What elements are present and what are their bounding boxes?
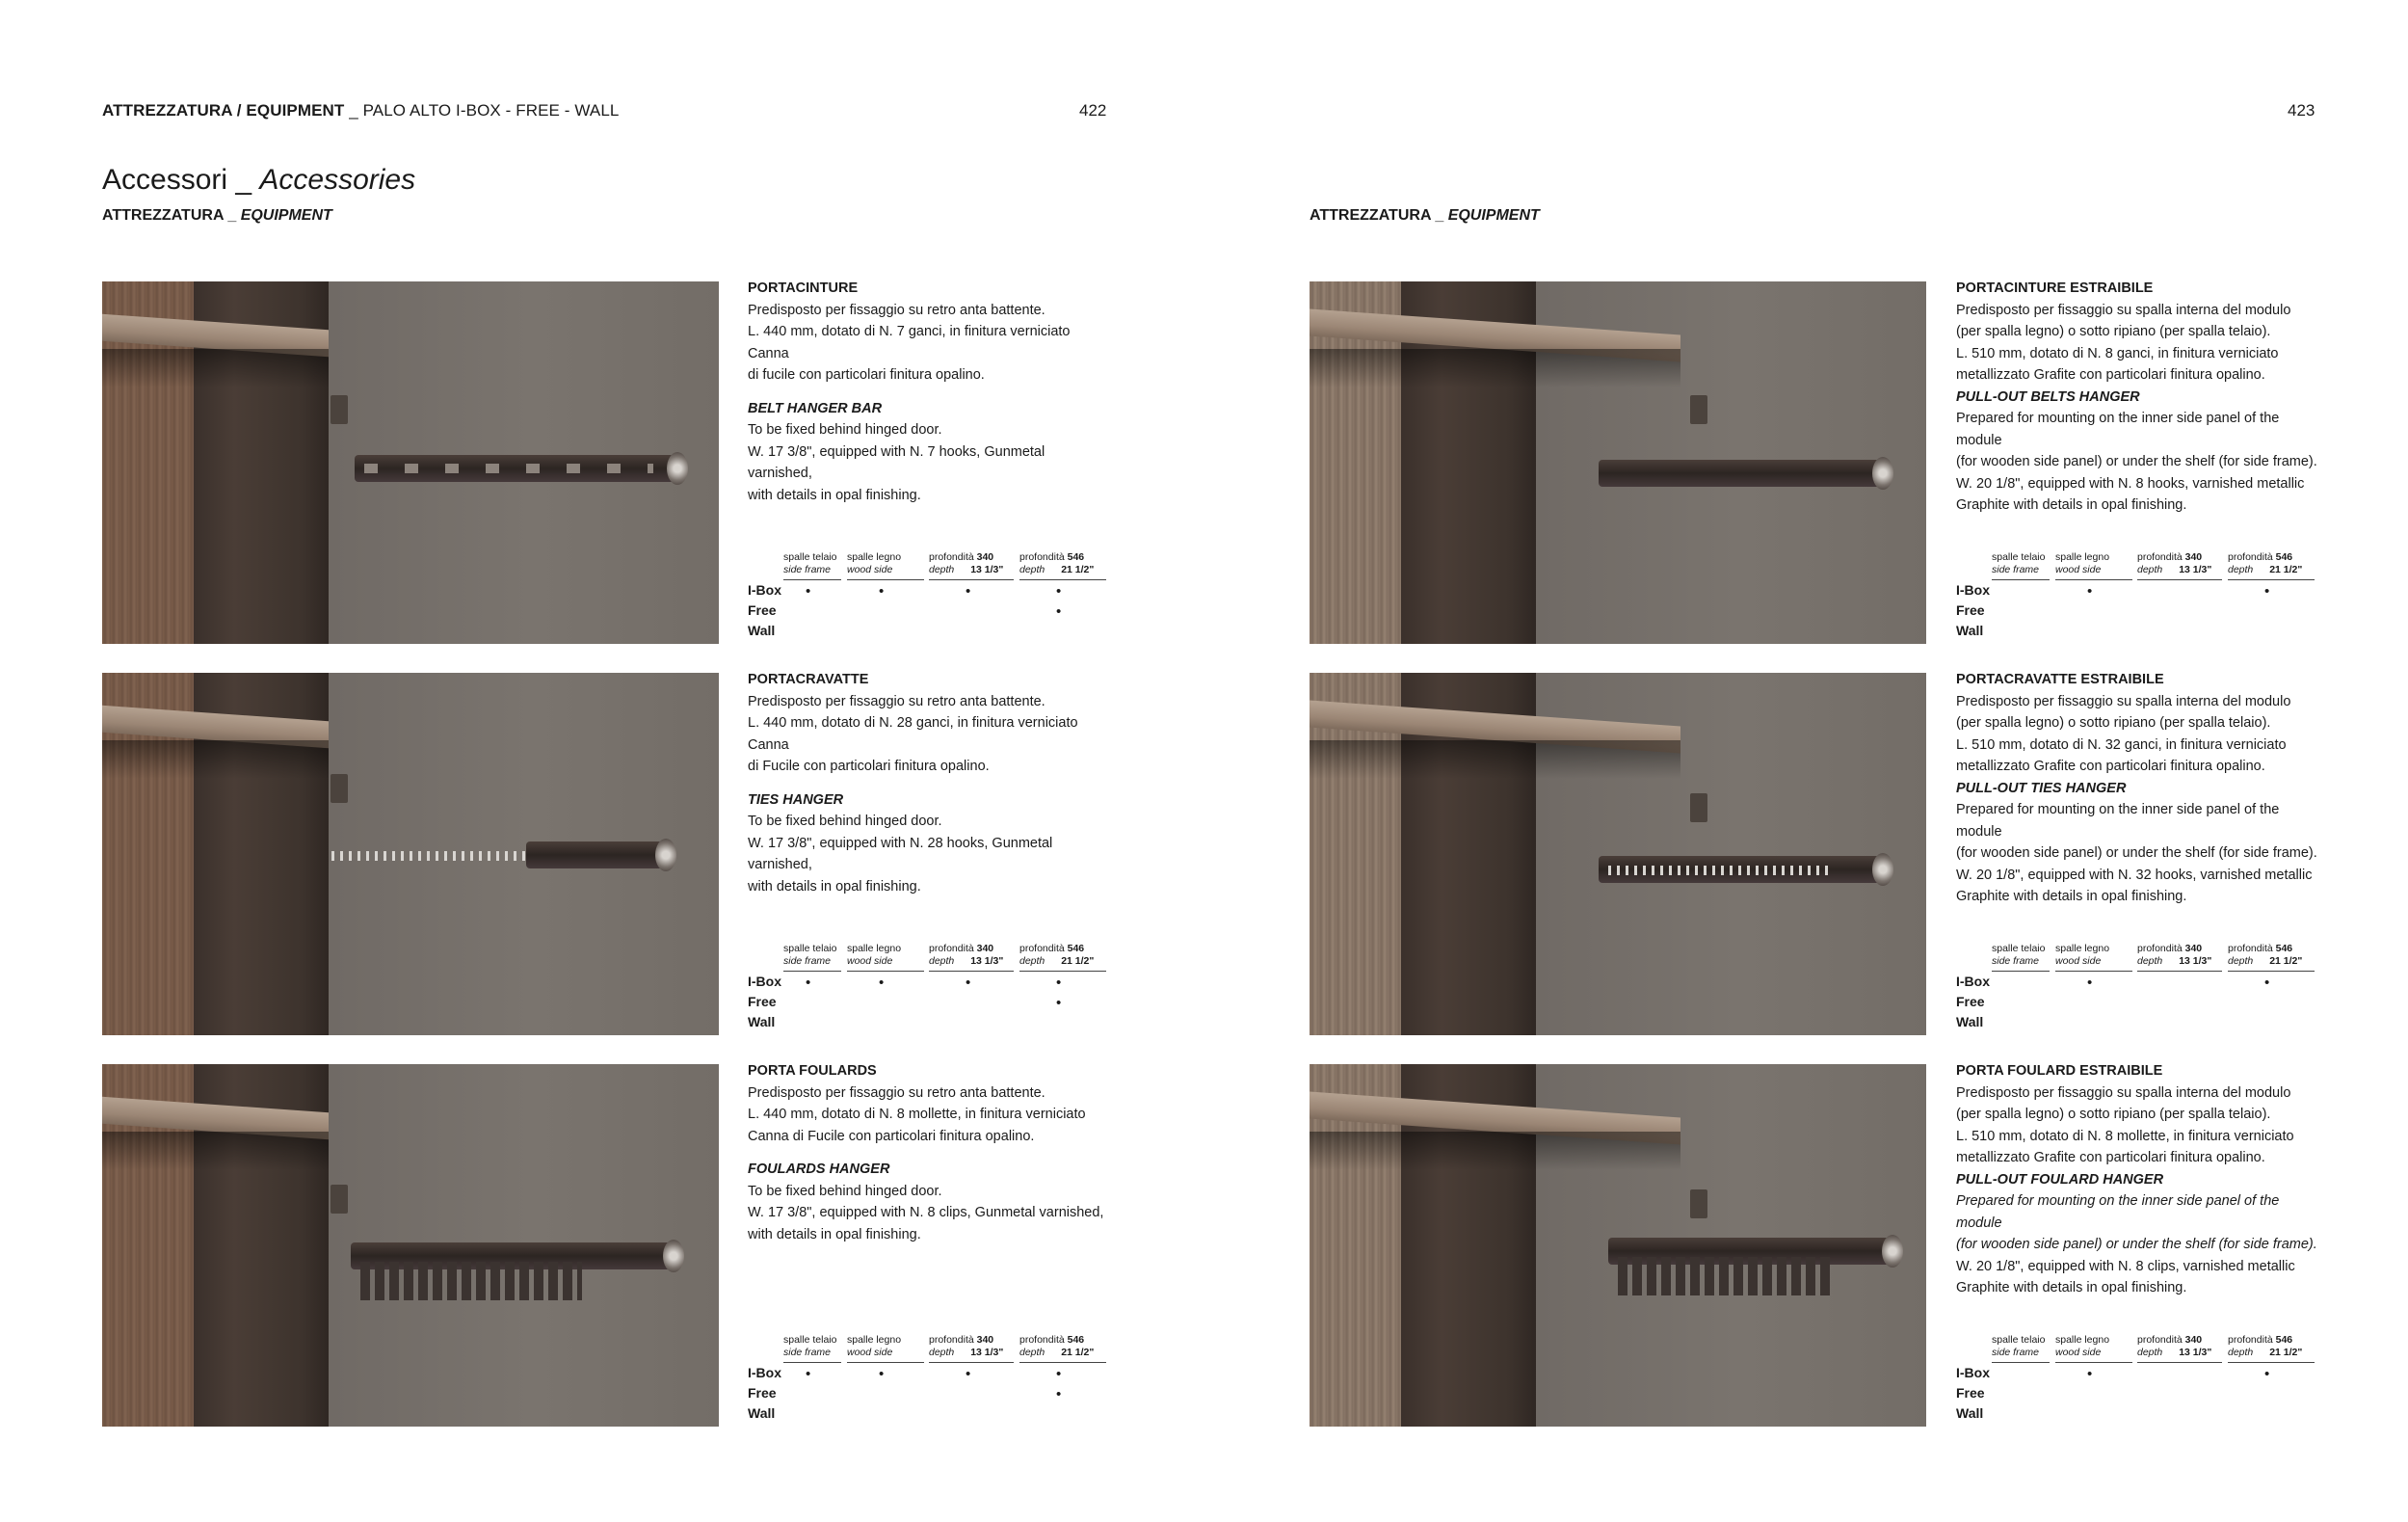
section-subtitle-right xyxy=(1310,207,1540,225)
row-label: Free xyxy=(748,1385,777,1401)
spec-table xyxy=(1956,551,2322,643)
col-side-frame: spalle telaio side frame xyxy=(783,551,837,575)
header-section: ATTREZZATURA / EQUIPMENT xyxy=(102,101,345,120)
col-side-frame: spalle telaio side frame xyxy=(783,1334,837,1358)
desc-line: To be fixed behind hinged door. xyxy=(748,422,942,438)
row-label: Wall xyxy=(1956,1405,1984,1421)
desc-line: (for wooden side panel) or under the shelf (for side frame). xyxy=(1956,845,2317,861)
desc-line: Prepared for mounting on the inner side panel of the module xyxy=(1956,802,2280,840)
product-description xyxy=(748,1060,1104,1245)
product-description xyxy=(748,669,1104,897)
desc-line: Canna di Fucile con particolari finitura opalino. xyxy=(748,1128,1035,1144)
spec-table xyxy=(748,943,1114,1034)
desc-line: Graphite with details in opal finishing. xyxy=(1956,889,2187,904)
availability-dot: • xyxy=(879,975,885,991)
desc-line: di Fucile con particolari finitura opalino. xyxy=(748,759,990,774)
product-title-en: PULL-OUT BELTS HANGER xyxy=(1956,388,2140,405)
col-depth-340: profondità 340 depth 13 1/3" xyxy=(2137,551,2212,575)
col-depth-546: profondità 546 depth 21 1/2" xyxy=(2228,551,2303,575)
desc-line: L. 440 mm, dotato di N. 28 ganci, in finitura verniciato Canna xyxy=(748,715,1078,753)
product-title-en: FOULARDS HANGER xyxy=(748,1162,890,1177)
availability-dot: • xyxy=(1056,583,1062,600)
desc-line: metallizzato Grafite con particolari finitura opalino. xyxy=(1956,759,2265,774)
row-label: I-Box xyxy=(1956,582,1990,598)
availability-dot: • xyxy=(806,975,811,991)
title-main: Accessori _ xyxy=(102,164,260,196)
availability-dot: • xyxy=(2264,975,2270,991)
desc-line: metallizzato Grafite con particolari finitura opalino. xyxy=(1956,1150,2265,1165)
product-photo-belt-hanger xyxy=(102,281,719,644)
desc-line: Predisposto per fissaggio su retro anta battente. xyxy=(748,302,1045,318)
availability-dot: • xyxy=(966,1366,971,1382)
desc-line: W. 17 3/8", equipped with N. 7 hooks, Gunmetal varnished, xyxy=(748,443,1045,481)
availability-dot: • xyxy=(879,583,885,600)
desc-line: with details in opal finishing. xyxy=(748,878,921,895)
availability-dot: • xyxy=(2264,583,2270,600)
row-label: Wall xyxy=(748,1405,776,1421)
col-wood-side: spalle legno wood side xyxy=(847,1334,902,1358)
spec-table xyxy=(1956,943,2322,1034)
availability-dot: • xyxy=(2264,1366,2270,1382)
desc-line: To be fixed behind hinged door. xyxy=(748,814,942,829)
page-number-right: 423 xyxy=(2288,101,2315,120)
col-side-frame: spalle telaio side frame xyxy=(1992,943,2046,967)
row-label: Free xyxy=(748,994,777,1009)
col-side-frame: spalle telaio side frame xyxy=(783,943,837,967)
col-depth-340: profondità 340 depth 13 1/3" xyxy=(929,551,1004,575)
col-depth-546: profondità 546 depth 21 1/2" xyxy=(1019,551,1095,575)
product-title-it: PORTACINTURE xyxy=(748,280,859,296)
product-title-it: PORTACRAVATTE xyxy=(748,672,869,687)
availability-dot: • xyxy=(966,975,971,991)
desc-line: Predisposto per fissaggio su retro anta battente. xyxy=(748,693,1045,709)
header-collection: _ PALO ALTO I-BOX - FREE - WALL xyxy=(344,101,620,120)
product-photo-ties-hanger xyxy=(102,673,719,1035)
row-label: Wall xyxy=(1956,1014,1984,1029)
desc-line: Predisposto per fissaggio su spalla interna del modulo xyxy=(1956,693,2291,709)
row-label: Wall xyxy=(748,623,776,638)
availability-dot: • xyxy=(2087,583,2093,600)
product-title-it: PORTACRAVATTE ESTRAIBILE xyxy=(1956,672,2164,687)
row-label: I-Box xyxy=(1956,974,1990,989)
desc-line: Predisposto per fissaggio su retro anta battente. xyxy=(748,1084,1045,1101)
desc-line: W. 20 1/8", equipped with N. 8 clips, varnished metallic xyxy=(1956,1258,2295,1274)
desc-line: (for wooden side panel) or under the shelf (for side frame). xyxy=(1956,1237,2317,1252)
desc-line: Prepared for mounting on the inner side panel of the module xyxy=(1956,411,2280,448)
row-label: I-Box xyxy=(748,582,781,598)
availability-dot: • xyxy=(2087,975,2093,991)
row-label: Free xyxy=(748,602,777,618)
col-wood-side: spalle legno wood side xyxy=(847,943,902,967)
desc-line: W. 20 1/8", equipped with N. 8 hooks, varnished metallic xyxy=(1956,475,2305,492)
col-depth-546: profondità 546 depth 21 1/2" xyxy=(1019,943,1095,967)
desc-line: W. 17 3/8", equipped with N. 28 hooks, Gunmetal varnished, xyxy=(748,835,1053,872)
product-photo-foulards-hanger xyxy=(102,1064,719,1427)
section-subtitle-left xyxy=(102,207,332,225)
product-title-it: PORTA FOULARD ESTRAIBILE xyxy=(1956,1063,2163,1079)
col-side-frame: spalle telaio side frame xyxy=(1992,551,2046,575)
col-wood-side: spalle legno wood side xyxy=(2055,943,2110,967)
desc-line: with details in opal finishing. xyxy=(748,487,921,503)
row-label: I-Box xyxy=(748,1365,781,1380)
availability-dot: • xyxy=(1056,1366,1062,1382)
col-depth-546: profondità 546 depth 21 1/2" xyxy=(1019,1334,1095,1358)
product-description xyxy=(1956,669,2322,908)
availability-dot: • xyxy=(2087,1366,2093,1382)
desc-line: W. 17 3/8", equipped with N. 8 clips, Gunmetal varnished, xyxy=(748,1205,1104,1220)
desc-line: di fucile con particolari finitura opalino. xyxy=(748,367,985,383)
col-depth-546: profondità 546 depth 21 1/2" xyxy=(2228,1334,2303,1358)
page-number-left: 422 xyxy=(1079,101,1107,120)
col-wood-side: spalle legno wood side xyxy=(2055,1334,2110,1358)
desc-line: Prepared for mounting on the inner side panel of the module xyxy=(1956,1193,2280,1231)
availability-dot: • xyxy=(806,1366,811,1382)
col-depth-340: profondità 340 depth 13 1/3" xyxy=(2137,1334,2212,1358)
row-label: I-Box xyxy=(748,974,781,989)
subtitle-italic: EQUIPMENT xyxy=(240,207,332,224)
availability-dot: • xyxy=(966,583,971,600)
product-photo-pullout-ties xyxy=(1310,673,1926,1035)
product-title-en: PULL-OUT TIES HANGER xyxy=(1956,780,2127,796)
running-header xyxy=(102,101,619,120)
availability-dot: • xyxy=(1056,1386,1062,1402)
desc-line: metallizzato Grafite con particolari finitura opalino. xyxy=(1956,367,2265,383)
spec-table xyxy=(748,551,1114,643)
row-label: Free xyxy=(1956,994,1985,1009)
desc-line: L. 510 mm, dotato di N. 32 ganci, in finitura verniciato xyxy=(1956,736,2287,753)
col-depth-340: profondità 340 depth 13 1/3" xyxy=(929,943,1004,967)
row-label: Wall xyxy=(748,1014,776,1029)
desc-line: Predisposto per fissaggio su spalla interna del modulo xyxy=(1956,1084,2291,1101)
desc-line: Graphite with details in opal finishing. xyxy=(1956,1280,2187,1295)
desc-line: L. 440 mm, dotato di N. 7 ganci, in finitura verniciato Canna xyxy=(748,324,1071,361)
title-italic: Accessories xyxy=(259,164,416,196)
desc-line: W. 20 1/8", equipped with N. 32 hooks, varnished metallic xyxy=(1956,867,2313,883)
desc-line: To be fixed behind hinged door. xyxy=(748,1183,942,1199)
col-depth-546: profondità 546 depth 21 1/2" xyxy=(2228,943,2303,967)
desc-line: (per spalla legno) o sotto ripiano (per spalla telaio). xyxy=(1956,324,2271,339)
spec-table xyxy=(748,1334,1114,1426)
product-title-en: PULL-OUT FOULARD HANGER xyxy=(1956,1171,2164,1188)
availability-dot: • xyxy=(1056,603,1062,620)
row-label: Wall xyxy=(1956,623,1984,638)
col-wood-side: spalle legno wood side xyxy=(847,551,902,575)
product-photo-pullout-foulard xyxy=(1310,1064,1926,1427)
availability-dot: • xyxy=(806,583,811,600)
desc-line: Graphite with details in opal finishing. xyxy=(1956,497,2187,513)
desc-line: (per spalla legno) o sotto ripiano (per spalla telaio). xyxy=(1956,715,2271,731)
col-side-frame: spalle telaio side frame xyxy=(1992,1334,2046,1358)
desc-line: Predisposto per fissaggio su spalla interna del modulo xyxy=(1956,302,2291,318)
availability-dot: • xyxy=(1056,975,1062,991)
product-photo-pullout-belts xyxy=(1310,281,1926,644)
availability-dot: • xyxy=(1056,995,1062,1011)
row-label: Free xyxy=(1956,1385,1985,1401)
product-description xyxy=(1956,278,2322,517)
product-title-it: PORTA FOULARDS xyxy=(748,1063,877,1079)
spec-table xyxy=(1956,1334,2322,1426)
subtitle-main: ATTREZZATURA _ xyxy=(1310,207,1448,224)
col-wood-side: spalle legno wood side xyxy=(2055,551,2110,575)
row-label: Free xyxy=(1956,602,1985,618)
desc-line: (for wooden side panel) or under the shelf (for side frame). xyxy=(1956,454,2317,469)
page-title xyxy=(102,164,415,197)
desc-line: with details in opal finishing. xyxy=(748,1226,921,1242)
product-description xyxy=(748,278,1104,506)
desc-line: L. 440 mm, dotato di N. 8 mollette, in finitura verniciato xyxy=(748,1107,1086,1122)
col-depth-340: profondità 340 depth 13 1/3" xyxy=(929,1334,1004,1358)
desc-line: L. 510 mm, dotato di N. 8 mollette, in finitura verniciato xyxy=(1956,1128,2294,1144)
desc-line: L. 510 mm, dotato di N. 8 ganci, in finitura verniciato xyxy=(1956,345,2279,361)
product-title-en: BELT HANGER BAR xyxy=(748,400,883,416)
subtitle-main: ATTREZZATURA _ xyxy=(102,207,241,224)
product-description xyxy=(1956,1060,2322,1299)
availability-dot: • xyxy=(879,1366,885,1382)
product-title-en: TIES HANGER xyxy=(748,791,844,808)
col-depth-340: profondità 340 depth 13 1/3" xyxy=(2137,943,2212,967)
product-title-it: PORTACINTURE ESTRAIBILE xyxy=(1956,280,2154,296)
row-label: I-Box xyxy=(1956,1365,1990,1380)
subtitle-italic: EQUIPMENT xyxy=(1447,207,1540,224)
desc-line: (per spalla legno) o sotto ripiano (per spalla telaio). xyxy=(1956,1107,2271,1122)
